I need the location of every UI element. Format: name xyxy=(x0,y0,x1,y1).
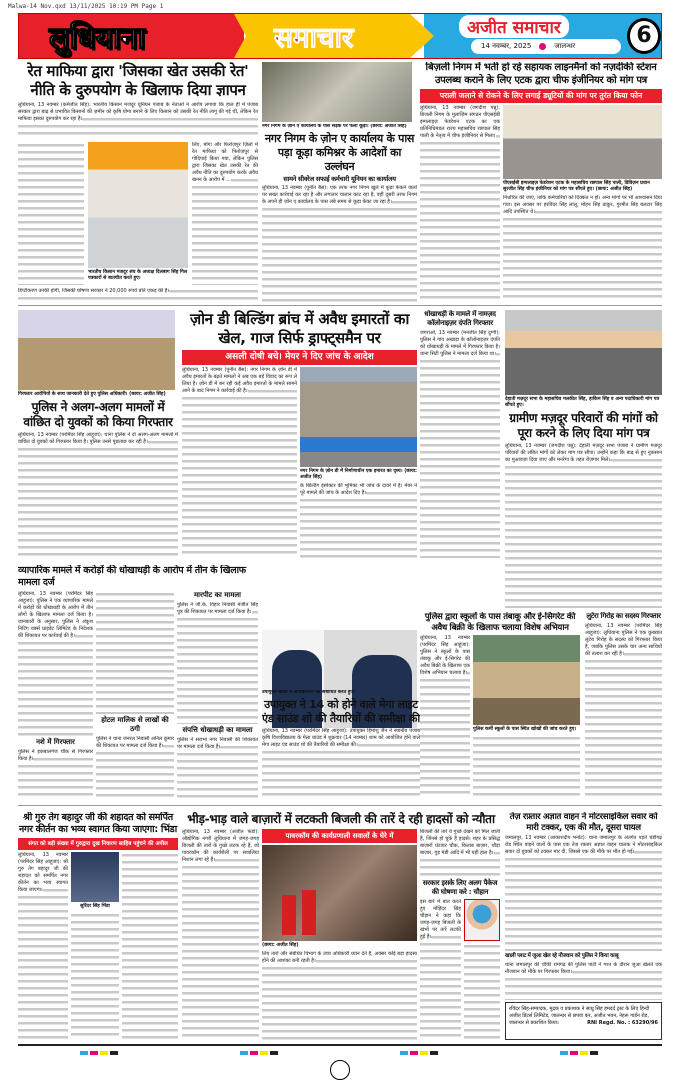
photo-caption: नगर निगम के ज़ोन ए कार्यालय के पास सड़क पर फैला कूड़ा। (छाया: अजीत सिंह) xyxy=(262,124,407,129)
article-body: डिप्टीकरण उनकी होगी, जिसकी घोषणा सरकार ने 20,000 रुपये प्रति एकड़ की है। xyxy=(18,288,258,302)
headline-colonizer: धोखाधड़ी के मामले में नामज़द कॉलोनाइज़र दंपति गिरफ्तार xyxy=(424,310,496,327)
red-subhead-bar: पावरकॉम की कार्यप्रणाली सवालों के घेरे में xyxy=(262,829,417,843)
article-hanging-wires xyxy=(182,812,500,1040)
date: 14 नवम्बर, 2025 xyxy=(481,42,532,50)
headline-nagar-kirtan: श्री गुरु तेग बहादुर जी की शहादत को समर्पित नगर कीर्तन का भव्य स्वागत किया जाएगा: भिंडा xyxy=(19,812,177,835)
headline-business-fraud: व्यापारिक मामले में करोड़ों की धोखाधड़ी के आरोप में तीन के खिलाफ मामला दर्ज xyxy=(18,565,246,588)
article-body: लुधियाना, 13 नवम्बर (परमिंदर सिंह आहूजा): पुलिस ने एक व्यापारिक मामले में करोड़ों की धोखाधड़ी के आरोप में तीन लोगों के खिलाफ मामला दर्ज किया है। जानकारी के अनुसार, पुलिस ने अंकुश निटिंग वर्क्स प्राइवेट लिमिटेड के निदेशक की शिकायत पर कार्रवाई की है। xyxy=(18,591,93,737)
article-body: लुधियाना, 13 नवम्बर (पुनीत बैंस): नगर निगम के ज़ोन डी में अवैध इमारतों के बढ़ते मामलों ने अब एक बड़े विवाद का रूप ले लिया है। ज़ोन डी में बन रही कई अवैध इमारतों के मामले सामने आने के बाद निगम ने कार्रवाई की है। xyxy=(182,367,297,559)
subheadline: सामने सीवरेज सफाई कर्मचारी यूनियन का कार्यालय xyxy=(283,175,396,184)
photo-garbage xyxy=(262,62,412,122)
article-zone-d xyxy=(182,310,417,558)
photo-caption: सुरिंदर सिंह भिंडा xyxy=(80,903,110,909)
article-body xyxy=(71,912,119,1040)
article-body: लुधियाना, 13 नवम्बर (जगदीश पन्नू): देहाती मज़दूर सभा पंजाब ने ग्रामीण मज़दूर परिवारों की लंबित मांगों को लेकर मांग पत्र सौंपा। उन्होंने कहा कि बाढ़ से हुए नुकसान का मुआवज़ा दिया जाए और मनरेगा के तहत रोज़गार मिले। xyxy=(505,443,662,608)
article-body: पुलिस ने इकबालगंज चौक से गिरफ्तार किया है। xyxy=(18,749,93,798)
masthead-title-left: लुधियाना xyxy=(49,21,146,56)
article-tobacco-drive xyxy=(420,612,580,798)
article-body: लुधियाना, 13 नवम्बर (परमिंदर सिंह आहूजा): पुलिस ने स्कूलों के पास तंबाकू और ई-सिगरेट की अवैध बिक्री के खिलाफ एक विशेष अभियान चलाया है। xyxy=(420,635,470,798)
photo-memorandum xyxy=(503,105,662,179)
headline-garbage: नगर निगम के ज़ोन ए कार्यालय के पास पड़ा कूड़ा कमिश्नर के आदेशों का उल्लंघन xyxy=(264,132,415,173)
subheading: संपत्ति धोखाधड़ी का मामला xyxy=(177,726,258,735)
red-subhead-bar: संगत को बड़ी संख्या में गुरुद्वारा दुख निवारण साहिब पहुंचने की अपील xyxy=(18,838,178,850)
article-body: जमालपुर, 13 नवम्बर (आकाशदीप भनोट): थाना जमालपुर के अंतर्गत पड़ते चंडीगढ़ रोड स्थित वाहने वालों के पास एक तेज़ रफ़्तार अज्ञात वाहन चालक ने मोटरसाइकिल सवार दो युवकों को टक्कर मार दी, जिससे एक की मौके पर मौत हो गई। xyxy=(505,835,662,950)
headline-two-youths: पुलिस ने अलग-अलग मामलों में वांछित दो युवकों को किया गिरफ्तार xyxy=(23,400,173,429)
divider xyxy=(18,305,662,306)
color-registration-marks xyxy=(560,1051,598,1055)
article-body: लुधियाना, 13 नवम्बर (पुनीत बैंस): एक तरफ नगर निगम खुले में कूड़ा फेंकने वालों पर सख्त कार्रवाई कर रहा है और लगातार चालान काट रहा है, वहीं दूसरी तरफ निगम के अपने ही ज़ोन ए कार्यालय के पास लंबे समय से कूड़ा फेंका जा रहा है। xyxy=(262,185,417,302)
photo-caption: भारतीय किसान मजदूर संघ के अध्यक्ष दिलबाग सिंह गिल पत्रकारों से बातचीत करते हुए। xyxy=(88,270,188,281)
subheading: मारपीट का मामला xyxy=(177,591,258,600)
article-body: लुधियाना, 13 नवम्बर (परमिंदर सिंह आहूजा): उपायुक्त हिमांशु जैन ने स्थानीय पंजाब कृषि विश्वविद्यालय के मेला ग्राउंड में शुक्रवार (14 नवम्बर) शाम को आयोजित होने वाले मेगा लाइट एंड साउंड शो की तैयारियों की समीक्षा की। xyxy=(262,728,420,799)
article-body: पुलिस ने जी.के. विहार निवासी मंजीत सिंह पुत्र की शिकायत पर मामला दर्ज किया है। xyxy=(177,602,258,724)
article-body: लिए तारों और संबंधित विभाग के उच्च अधिकारी ध्यान देते हैं, अक्सर कोई बड़ा हादसा होने की आशंका बनी रहती है। xyxy=(262,951,417,1040)
article-two-youths xyxy=(18,310,178,558)
subheading: नशे में गिरफ्तार xyxy=(18,738,93,747)
article-sand-mafia xyxy=(18,62,258,139)
article-road-accident xyxy=(505,812,662,1000)
photo-caption: उपायुक्त बैठक में अधिकारियों को संबोधित करते हुए। xyxy=(262,690,355,695)
article-body: लुधियाना, 13 नवम्बर (अजीत फंडों): औद्योगिक नगरी लुधियाना में जगह-जगह बिजली की तारों के गुच्छे लटक रहे हैं, जो पावरकॉम की कार्यशैली पर सवालिया निशान लगा रहे हैं। xyxy=(182,829,259,1040)
bullet-icon xyxy=(539,43,546,50)
color-registration-marks xyxy=(80,1051,118,1055)
imprint-box xyxy=(505,1002,662,1040)
article-body: निर्धारित की जाएं, ताकि कर्मचारियों को दिक्कत न हो। अन्य मांगों पर भी आश्वासन दिया गया। इस अवसर पर हरविंदर सिंह लालू, मोहन सिंह ठाकुर, गुरमीत सिंह बलटार सिंह आदि उपस्थित थे। xyxy=(503,195,662,302)
headline-linemen: बिज़ली निगम में भर्ती हो रहे सहायक लाइनमैनों को नज़दीकी स्टेशन उपलब्ध कराने के लिए एटक द्वारा चीफ इंजीनियर को मांग पत्र xyxy=(425,62,657,86)
headline-sand-mafia: रेत माफिया द्वारा 'जिसका खेत उसकी रेत' नीति के दुरुपयोग के खिलाफ दिया ज्ञापन xyxy=(27,62,249,99)
photo-caption: पीएसईबी इम्पलाइज़ फेडरेशन एटक के महासचिव रछपाल सिंह पाली, डिविज़न प्रधान सुरजीत सिंह चीफ इंजीनियर को मांग पत्र सौंपते हुए। (छाया: अजीत सिंह) xyxy=(503,181,650,192)
photo-caption: नगर निगम के ज़ोन डी में निर्माणाधीन एक इमारत का दृश्य। (छाया: अजीत सिंह) xyxy=(300,468,417,480)
photo-caption: देहाती मज़दूर सभा के महासचिव मलकीत सिंह, हाकिम सिंह व अन्य पदाधिकारी मांग पत्र सौंपते हुए। xyxy=(505,397,660,408)
article-body: थाना जमालपुर की चौकी रामगढ़ की पुलिस पार्टी ने गश्त के दौरान जुआ खेलते एक नौजवान को मौके पर गिरफ्तार किया। xyxy=(505,962,662,1000)
photo-caption: गिरफ्तार आरोपियों के साथ जानकारी देते हुए पुलिस अधिकारी। (छाया: अजीत सिंह) xyxy=(18,392,166,397)
photo-police-shop xyxy=(473,635,580,725)
article-nagar-kirtan xyxy=(18,812,178,1040)
article-body: बिजली की तारें ये गुच्छे देखने को मिल जाती हैं, जिनसे हो चुके हैं हादसे। शहर के प्रसिद्ध बाज़ारों घंटाघर चौक, किताब बाज़ार, चौड़ा बाज़ार, गुड़ मंडी आदि में भी यही हाल है। xyxy=(420,829,500,877)
headline-road-accident: तेज़ रफ़्तार अज्ञात वाहन ने मोटरसाइकिल सवार को मारी टक्कर, एक की मौत, दूसरा घायल xyxy=(509,812,658,833)
photo-hanging-wires xyxy=(262,845,417,941)
article-body: लुधियाना, 13 नवम्बर (परमिंदर सिंह आहूजा): लुधियाना पुलिस ने एक कुख्यात लुटेरा गिरोह के सदस्य को गिरफ्तार किया है, जबकि पुलिस उसके चार अन्य साथियों की तलाश कर रही है। xyxy=(585,623,662,798)
footer-rule xyxy=(18,1044,662,1046)
headline-tobacco-drive: पुलिस द्वारा स्कूलों के पास तंबाकू और ई-सिगरेट की अवैध बिक्री के खिलाफ चलाया विशेष अभियान xyxy=(424,612,576,633)
print-slug: Malwa-14 Nov.qxd 13/11/2025 10:19 PM Page 1 xyxy=(8,3,164,10)
crop-mark-icon xyxy=(330,1060,350,1080)
article-body: के बिल्डिंग इंस्पेक्टर की भूमिका भी जांच के दायरे में है। मेयर ने पूरे मामले की जांच के आदेश दिए हैं। xyxy=(300,483,417,559)
article-rural-workers xyxy=(505,310,662,608)
article-body: इस बारे में बात करते हुए मोहिंदर सिंह चौहान ने कहा कि जगह-जगह बिजली के खंभों पर तारें लटकी हुई हैं। xyxy=(420,899,461,1041)
page-number: 6 xyxy=(627,18,661,54)
article-body: पुलिस ने सराभा नगर निवासी की शिकायत पर मामला दर्ज किया है। xyxy=(177,737,258,798)
imprint-text: रविंदर सिंह-सम्पादक, मुद्रक व प्रकाशक ने साधु सिंह हमदर्द ट्रस्ट के लिए हिन्दी अजीत प्रिंटर्स लिमिटेड, जालन्धर से छपवा कर, अजीत भवन, नेहरू गार्डन रोड, जालन्धर से प्रकाशित किया। xyxy=(509,1006,650,1026)
article-body xyxy=(473,735,580,798)
masthead xyxy=(18,13,662,59)
article-body xyxy=(464,943,500,1041)
article-robber-gang xyxy=(585,612,662,798)
article-linemen xyxy=(420,62,662,302)
article-body: लुधियाना, 13 नवम्बर (कर्मजीत सिंह): भारतीय किसान मजदूर यूनियन पंजाब के नेताओं ने आरोप लगाया कि हाल ही में पंजाब सरकार द्वारा बाढ़ से प्रभावित किसानों की ज़मीन को कृषि योग्य बनाने के लिए किसान को उसकी रेत नीति लागू की गई थी, लेकिन रेत माफिया इसका दुरुपयोग कर रहा है। xyxy=(18,102,258,140)
article-body: पुलिस ने थाना जनरल निवासी अनिल कुमार की शिकायत पर मामला दर्ज किया है। xyxy=(96,736,174,798)
article-body xyxy=(96,591,174,715)
subheading: होटल मालिक से लाखों की ठगी xyxy=(96,716,174,734)
subheading: खाली प्लाट में जुआ खेल रहे नौजवान को पुलिस ने किया काबू xyxy=(505,952,619,959)
photo-chauhan xyxy=(464,899,500,941)
date-bar xyxy=(471,39,621,54)
photo-caption: पुलिस कर्मी स्कूलों के पास स्थित खोखों की जांच करते हुए। xyxy=(473,727,577,733)
article-light-sound-show xyxy=(262,690,420,798)
headline-light-sound-show: उपायुक्त ने 14 को होने वाले मेगा लाइट एंड साउंड शो की तैयारियों की समीक्षा की xyxy=(262,698,420,725)
color-registration-marks xyxy=(240,1051,278,1055)
headline-hanging-wires: भीड़-भाड़ वाले बाज़ारों में लटकती बिजली की तारें दे रही हादसों को न्यौता xyxy=(187,812,495,826)
divider xyxy=(18,805,662,806)
headline-zone-d: ज़ोन डी बिल्डिंग ब्रांच में अवैध इमारतों का खेल, गाज सिर्फ ड्राफ्ट्समैन पर xyxy=(189,310,410,347)
article-body: लुधियाना, 13 नवम्बर (जगदीश पन्नू): बिजली निगम के मुलाज़िम संगठन पीएसईबी इम्पलाइज़ फेडरेशन एटक का एक प्रतिनिधिमंडल राज्य महासचिव रछपाल सिंह पाली के नेतृत्व में चीफ इंजीनियर से मिला। xyxy=(420,105,500,302)
article-body xyxy=(18,142,84,285)
photo-building xyxy=(300,367,417,467)
article-body: लुधियाना, 13 नवम्बर (परमिंदर सिंह आहूजा): थाना पुलिस ने दो अलग-अलग मामलों में वांछित दो युवकों को गिरफ्तार किया है। पुलिस उनसे पूछताछ कर रही है। xyxy=(18,432,178,558)
photo-caption: (छाया: अजीत सिंह) xyxy=(262,943,299,948)
masthead-title-right: समाचार xyxy=(274,21,354,54)
headline-rural-workers: ग्रामीण मज़दूर परिवारों की मांगों को पूरा करने के लिए दिया मांग पत्र xyxy=(509,411,658,440)
red-subhead-bar: पराली जलाने से रोकने के लिए लगाई ड्यूटियों की मांग पर तुरंत किया फोन xyxy=(420,89,662,103)
photo-bhinda xyxy=(71,852,119,902)
article-body: जगराओं, 13 नवम्बर (मनजीत सिंह दुग्गी): पुलिस ने गांव अखाड़ा के कॉलोनाइज़र दंपति को धोखाधड़ी के मामले में गिरफ्तार किया है। थाना सिटी पुलिस ने मामला दर्ज किया था। xyxy=(420,330,500,559)
article-body xyxy=(122,852,178,1040)
subheading: सरकार इसके लिए अलग पैकेज की घोषणा करे : चौहान xyxy=(422,879,498,896)
article-body: लुधियाना, 13 नवम्बर (परमिंदर सिंह आहूजा): श्री गुरु तेग बहादुर जी की शहादत को समर्पित नगर कीर्तन का भव्य स्वागत किया जाएगा। xyxy=(18,852,68,1040)
rni-number: RNI Regd. No. : 63290/96 xyxy=(587,1020,658,1026)
color-registration-marks xyxy=(400,1051,438,1055)
photo-police-arrest xyxy=(18,310,175,390)
city: जालन्धर xyxy=(554,42,576,50)
photo-rural-workers xyxy=(505,310,662,395)
photo-farmer-leader xyxy=(88,142,188,268)
photo-block xyxy=(88,142,188,285)
headline-robber-gang: लुटेरा गिरोह का सदस्य गिरफ्तार xyxy=(586,612,661,620)
article-body: लिए, मोगा और फिरोज़पुर ज़िलों में रेत माफिया को फिरोज़पुर से गोदिपाई किया गया, लेकिन पुलिस द्वारा जिसका खेत उसकी रेत की अवैध नीति का दुरुपयोग करके अवैध खनन के आरोप में ... xyxy=(192,142,258,285)
article-garbage xyxy=(262,124,417,302)
paper-name: अजीत समाचार xyxy=(459,15,569,38)
red-subhead-bar: असली दोषी बचे। मेयर ने दिए जांच के आदेश xyxy=(182,350,417,365)
article-colonizer xyxy=(420,310,500,558)
article-business-fraud xyxy=(18,565,258,798)
